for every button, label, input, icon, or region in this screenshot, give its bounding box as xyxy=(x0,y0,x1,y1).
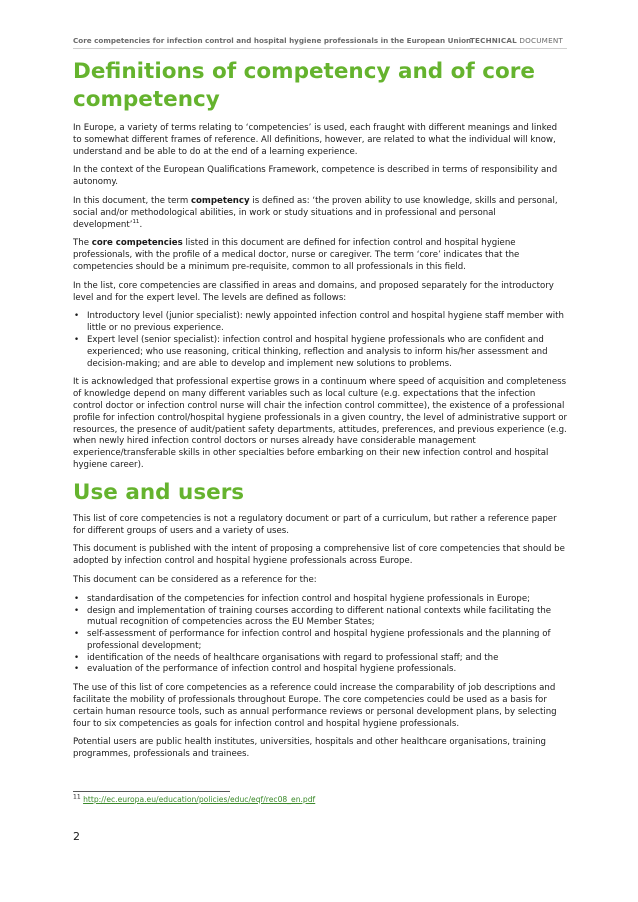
paragraph-core-competencies xyxy=(73,238,567,273)
list-item-text: Expert level (senior specialist): infection control and hospital hygiene professionals who are confident and experienced; who use reasoning, critical thinking, reflection and analysis to inform his/her assessment and decision-making; and are able to develop and implement new solutions to problems. xyxy=(87,334,548,369)
list-item-text: standardisation of the competencies for infection control and hospital hygiene professionals in Europe; xyxy=(87,593,531,604)
paragraph: Potential users are public health institutes, universities, hospitals and other healthcare organisations, training programmes, professionals and trainees. xyxy=(73,737,546,760)
text-run: is defined as: ‘the proven ability to use knowledge, skills and personal, social and/or methodological abilities, in work or study situations and in professional and personal development’ xyxy=(73,195,558,230)
bullet-icon: • xyxy=(74,311,80,322)
footnote-divider xyxy=(73,791,230,792)
footnote-link[interactable]: http://ec.europa.eu/education/policies/educ/eqf/rec08_en.pdf xyxy=(83,795,316,804)
list-item xyxy=(73,335,567,370)
text-run: The xyxy=(73,238,92,249)
levels-list xyxy=(73,311,567,370)
list-item xyxy=(73,606,567,630)
paragraph: This list of core competencies is not a regulatory document or part of a curriculum, but rather a reference paper for different groups of users and a variety of uses. xyxy=(73,513,557,536)
section-heading-definitions: Definitions of competency and of core competency xyxy=(73,59,535,112)
bullet-icon: • xyxy=(74,593,80,604)
document-type-bold: TECHNICAL xyxy=(469,36,517,45)
term-core-competencies: core competencies xyxy=(91,238,183,249)
section-heading-use-and-users: Use and users xyxy=(73,479,245,505)
list-item xyxy=(73,653,567,665)
text-run: listed in this document are defined for infection control and hospital hygiene professionals, with the profile of a medical doctor, nurse or caregiver. The term ‘core’ indicates that the competencies should be a minimum pre-requisite, common to all professionals in this field. xyxy=(73,238,520,272)
paragraph: In the context of the European Qualifications Framework, competence is described in terms of responsibility and autonomy. xyxy=(73,165,558,188)
list-item xyxy=(73,311,567,335)
bullet-icon: • xyxy=(74,605,80,616)
running-title: Core competencies for infection control and hospital hygiene professionals in the European Union xyxy=(73,36,472,45)
bullet-icon: • xyxy=(74,629,80,640)
term-competency: competency xyxy=(190,195,250,206)
page-content xyxy=(73,58,567,768)
running-header xyxy=(73,36,567,49)
paragraph: It is acknowledged that professional expertise grows in a continuum where speed of acquisition and completeness of knowledge depend on many different variables such as local culture (e.g. expectations that the infection control doctor or infection control nurse will chair the infection control committee), the existence of a professional profile for infection control/hospital hygiene professionals in a given country, the level of administrative support or resources, the presence of audit/patient safety departments, attitudes, preferences, and previous experience (e.g. when newly hired infection control doctors or nurses already have considerable management experience/transferable skills in other specialties before embarking on their new infection control and hospital hygiene career). xyxy=(73,377,568,470)
footnote-number: 11 xyxy=(73,793,81,801)
list-item-text: evaluation of the performance of infection control and hospital hygiene professionals. xyxy=(87,664,457,675)
bullet-icon: • xyxy=(74,334,80,345)
paragraph: In the list, core competencies are classified in areas and domains, and proposed separately for the introductory level and for the expert level. The levels are defined as follows: xyxy=(73,280,554,303)
text-run: In this document, the term xyxy=(73,195,191,206)
bullet-icon: • xyxy=(74,664,80,675)
bullet-icon: • xyxy=(74,652,80,663)
footnote xyxy=(73,795,315,804)
document-type-rest: DOCUMENT xyxy=(516,36,563,45)
text-run: . xyxy=(139,219,143,230)
list-item-text: Introductory level (junior specialist): newly appointed infection control and hospital hygiene staff member with little or no previous experience. xyxy=(87,311,564,334)
list-item-text: identification of the needs of healthcare organisations with regard to professional staff; and the xyxy=(87,652,499,663)
paragraph: This document can be considered as a reference for the: xyxy=(73,574,317,585)
paragraph-competency-definition xyxy=(73,196,567,231)
document-type-label xyxy=(470,36,563,45)
list-item xyxy=(73,594,567,606)
paragraph: In Europe, a variety of terms relating to ‘competencies’ is used, each fraught with different meanings and linked to somewhat different frames of reference. All definitions, however, are related to what the individual will know, understand and be able to do at the end of a learning experience. xyxy=(73,123,558,157)
list-item-text: design and implementation of training courses according to different national contexts while facilitating the mutual recognition of competencies across the EU Member States; xyxy=(87,605,552,628)
list-item xyxy=(73,664,567,676)
list-item xyxy=(73,629,567,653)
footnote-reference[interactable]: 11 xyxy=(132,218,140,225)
paragraph: The use of this list of core competencies as a reference could increase the comparability of job descriptions and facilitate the mobility of professionals throughout Europe. The core competencies could be used as a basis for certain human resource tools, such as annual performance reviews or personal development plans, by selecting four to six competencies as goals for infection control and hospital hygiene professionals. xyxy=(73,683,557,729)
paragraph: This document is published with the intent of proposing a comprehensive list of core competencies that should be adopted by infection control and hospital hygiene professionals across Europe. xyxy=(73,544,565,567)
page-number: 2 xyxy=(73,830,80,843)
uses-list xyxy=(73,594,567,677)
list-item-text: self-assessment of performance for infection control and hospital hygiene professionals and the planning of professional development; xyxy=(87,629,551,651)
